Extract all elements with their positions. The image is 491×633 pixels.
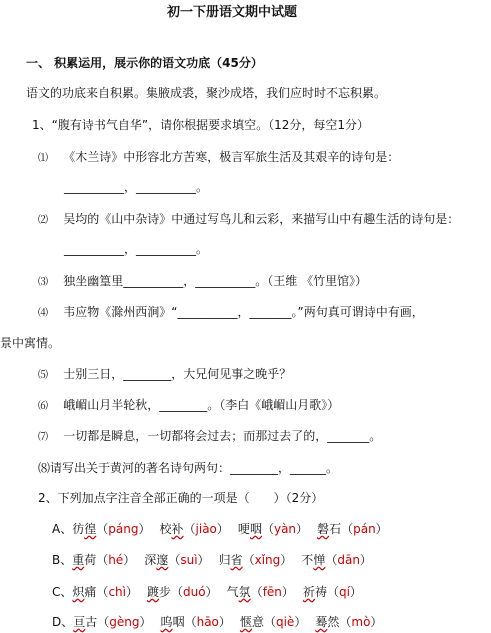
item-text: 独坐幽篁里__________，__________。（王维 《竹里馆》） (63, 274, 368, 288)
option-word: 归省（xǐng） (218, 553, 293, 567)
option-label: D、 (52, 615, 74, 629)
pinyin: hāo (196, 615, 219, 629)
word-char: 然 (327, 615, 340, 629)
dotted-char: 蓦 (315, 615, 328, 629)
word-char: 不 (301, 553, 314, 567)
dotted-char: 邃 (156, 553, 169, 567)
section-1-heading: 一、 积累运用，展示你的语文功底（45分） (26, 56, 263, 70)
question-1-stem: 1、“腹有诗书气自华”，请你根据要求填空。（12分，每空1分） (32, 118, 369, 132)
item-number: ⑺ (38, 432, 48, 443)
option-label: A、 (52, 522, 73, 536)
word-char: 荷 (84, 553, 97, 567)
word-char: 痛 (84, 585, 97, 599)
option-word: 重荷（hé） (72, 553, 136, 567)
pinyin: jiào (195, 522, 217, 536)
word-char: 校 (159, 522, 172, 536)
question-2-stem: 2、下列加点字注音全部正确的一项是（ ）（2分） (38, 491, 324, 505)
word-char: 归 (218, 553, 231, 567)
dotted-char: 炽 (72, 585, 85, 599)
dotted-char: 省 (230, 553, 243, 567)
q1-item-1 (38, 150, 399, 166)
word-char: 古 (85, 615, 98, 629)
option-d[interactable] (52, 615, 391, 629)
q1-item-1-blank[interactable]: __________，__________。 (64, 180, 209, 194)
option-word: 彷徨（páng） (72, 522, 151, 536)
dotted-char: 惬 (239, 615, 252, 629)
dotted-char: 惮 (313, 553, 326, 567)
dotted-char: 祈 (302, 585, 315, 599)
item-number: ⑶ (38, 277, 48, 288)
option-word: 校补（jiào） (159, 522, 229, 536)
option-a[interactable] (52, 522, 397, 536)
option-word: 祈祷（qí） (302, 585, 362, 599)
q1-item-6 (38, 398, 339, 414)
dotted-char: 亘 (73, 615, 86, 629)
pinyin: suì (180, 553, 198, 567)
dotted-char: 氛 (238, 585, 251, 599)
q1-item-8: ⑻请写出关于黄河的著名诗句两句：________，______。 (38, 461, 339, 475)
option-word: 呜咽（hāo） (160, 615, 231, 629)
option-word: 气氛（fēn） (226, 585, 294, 599)
pinyin: duó (183, 585, 206, 599)
dotted-char: 徨 (84, 522, 97, 536)
dotted-char: 重 (72, 553, 85, 567)
q1-item-7 (38, 429, 381, 445)
item-number: ⑸ (38, 370, 48, 381)
option-word: 踱步（duó） (147, 585, 218, 599)
q1-item-2-blank[interactable]: __________，__________。 (64, 242, 209, 256)
dotted-char: 踱 (147, 585, 160, 599)
option-word: 深邃（suì） (144, 553, 210, 567)
item-text: 吴均的《山中杂诗》中通过写鸟儿和云彩，来描写山中有趣生活的诗句是： (63, 212, 460, 226)
option-word: 炽痛（chì） (72, 585, 138, 599)
item-text: 韦应物《滁州西涧》“__________，_______。”两句真可谓诗中有画， (63, 305, 424, 319)
pinyin: yàn (273, 522, 297, 536)
pinyin: mò (351, 615, 371, 629)
pinyin: hé (108, 553, 124, 567)
item-number: ⑹ (38, 401, 48, 412)
option-word: 不惮（dān） (301, 553, 372, 567)
q1-item-4 (38, 305, 424, 321)
pinyin: chì (108, 585, 126, 599)
option-word: 亘古（gèng） (73, 615, 152, 629)
q1-item-4-continued: 景中寓情。 (0, 336, 61, 350)
item-number: ⑴ (38, 153, 48, 164)
option-word: 惬意（qiè） (239, 615, 307, 629)
item-text: 《木兰诗》中形容北方苦寒，极言军旅生活及其艰辛的诗句是： (63, 150, 400, 164)
option-label: C、 (52, 585, 73, 599)
pinyin: fēn (262, 585, 282, 599)
word-char: 咽 (172, 615, 185, 629)
pinyin: gèng (109, 615, 140, 629)
item-text: 一切都是瞬息，一切都将会过去；而那过去了的，_______。 (63, 429, 382, 443)
dotted-char: 呜 (160, 615, 173, 629)
word-char: 石 (329, 522, 342, 536)
q1-item-5 (38, 367, 291, 383)
word-char: 气 (226, 585, 239, 599)
word-char: 意 (251, 615, 264, 629)
item-number: ⑷ (38, 308, 48, 319)
option-b[interactable] (52, 553, 381, 567)
pinyin: qí (338, 585, 350, 599)
pinyin: xǐng (254, 553, 281, 567)
item-number: ⑵ (38, 215, 48, 226)
exam-title: 初一下册语文期中试题 (167, 5, 298, 20)
q1-item-2 (38, 212, 459, 228)
option-word: 哽咽（yàn） (237, 522, 309, 536)
pinyin: qiè (275, 615, 295, 629)
dotted-char: 咽 (249, 522, 262, 536)
dotted-char: 磐 (317, 522, 330, 536)
item-text: 士别三日，________，大兄何见事之晚乎？ (63, 367, 292, 381)
pinyin: páng (108, 522, 139, 536)
option-word: 蓦然（mò） (315, 615, 383, 629)
option-label: B、 (52, 553, 73, 567)
q1-item-3 (38, 274, 367, 290)
word-char: 深 (144, 553, 157, 567)
pinyin: dān (337, 553, 360, 567)
dotted-char: 补 (171, 522, 184, 536)
word-char: 祷 (314, 585, 327, 599)
section-1-intro: 语文的功底来自积累。集腋成裘，聚沙成塔，我们应时时不忘积累。 (26, 86, 387, 100)
option-c[interactable] (52, 585, 371, 599)
word-char: 步 (159, 585, 172, 599)
word-char: 哽 (237, 522, 250, 536)
option-word: 磐石（pán） (317, 522, 388, 536)
pinyin: pán (353, 522, 376, 536)
word-char: 彷 (72, 522, 85, 536)
item-text: 峨嵋山月半轮秋，________。（李白《峨嵋山月歌》） (63, 398, 340, 412)
